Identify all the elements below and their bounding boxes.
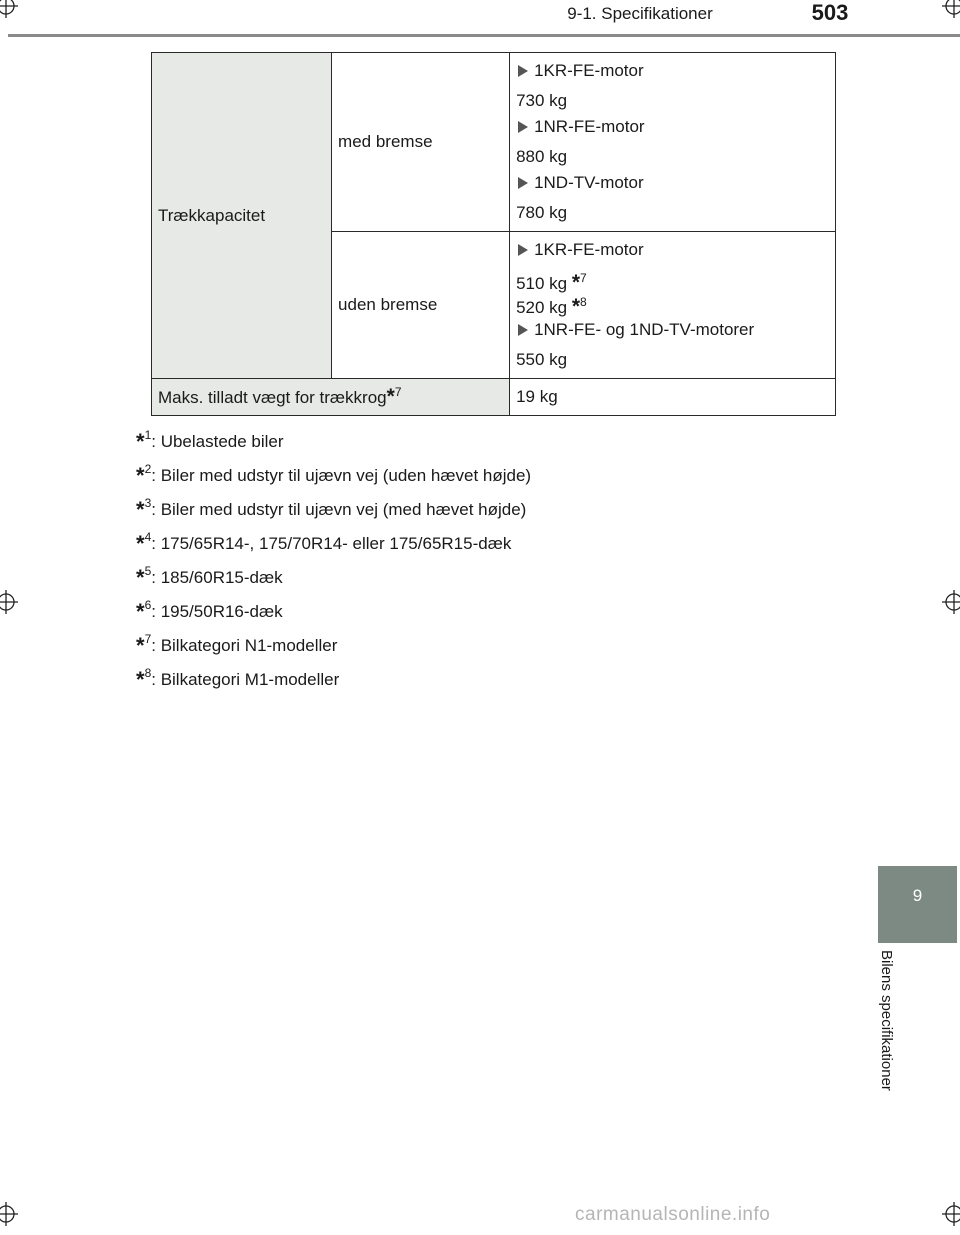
towing-spec-table <box>151 52 836 416</box>
towing-capacity-label: Trækkapacitet <box>152 53 332 379</box>
footnote: *$^1$: Ubelastede biler <box>136 428 284 454</box>
footnote: *$^5$: 185/60R15-dæk <box>136 564 283 590</box>
engine-line: 1KR-FE-motor <box>516 238 829 262</box>
page-number: 503 <box>811 0 849 25</box>
footnote: *$^2$: Biler med udstyr til ujævn vej (uden hævet højde) <box>136 462 532 488</box>
arrow-right-icon <box>518 244 528 256</box>
engine-line: 1NR-FE- og 1ND-TV-motorer <box>516 318 829 342</box>
unbraked-label: uden bremse <box>332 232 510 379</box>
arrow-right-icon <box>518 65 528 77</box>
crop-mark-icon <box>942 1202 960 1226</box>
footnote: *$^7$: Bilkategori N1-modeller <box>136 632 338 658</box>
footnote: *$^4$: 175/65R14-, 175/70R14- eller 175/65R15-dæk <box>136 530 512 556</box>
watermark: carmanualsonline.info <box>575 1204 771 1225</box>
footnote: *$^3$: Biler med udstyr til ujævn vej (med hævet højde) <box>136 496 527 522</box>
footnote: *$^8$: Bilkategori M1-modeller <box>136 666 340 692</box>
hitch-weight-value: 19 kg <box>510 379 836 416</box>
footnote: *$^6$: 195/50R16-dæk <box>136 598 283 624</box>
engine-line: 1ND-TV-motor <box>516 171 829 195</box>
chapter-title: Bilens specifikationer <box>878 950 895 1091</box>
engine-line: 1NR-FE-motor <box>516 115 829 139</box>
crop-mark-icon <box>942 0 960 18</box>
arrow-right-icon <box>518 121 528 133</box>
chapter-tab: 9 <box>878 866 957 943</box>
footnotes <box>136 418 531 690</box>
crop-mark-icon <box>0 0 18 18</box>
engine-line: 1KR-FE-motor <box>516 59 829 83</box>
arrow-right-icon <box>518 324 528 336</box>
crop-mark-icon <box>0 1202 18 1226</box>
hitch-weight-label: Maks. tilladt vægt for trækkrog*$^7$ <box>152 379 510 416</box>
header-rule <box>8 34 960 37</box>
unbraked-values: 1KR-FE-motor 510 kg *$^7$ 520 kg *$^8$ 1NR-FE- og 1ND-TV-motorer 550 kg <box>510 232 836 379</box>
table-row <box>152 379 836 416</box>
crop-mark-icon <box>0 590 18 614</box>
crop-mark-icon <box>942 590 960 614</box>
arrow-right-icon <box>518 177 528 189</box>
section-title: 9-1. Specifikationer <box>567 4 713 23</box>
braked-label: med bremse <box>332 53 510 232</box>
braked-values: 1KR-FE-motor 730 kg 1NR-FE-motor 880 kg 1ND-TV-motor 780 kg <box>510 53 836 232</box>
table-row <box>152 53 836 232</box>
